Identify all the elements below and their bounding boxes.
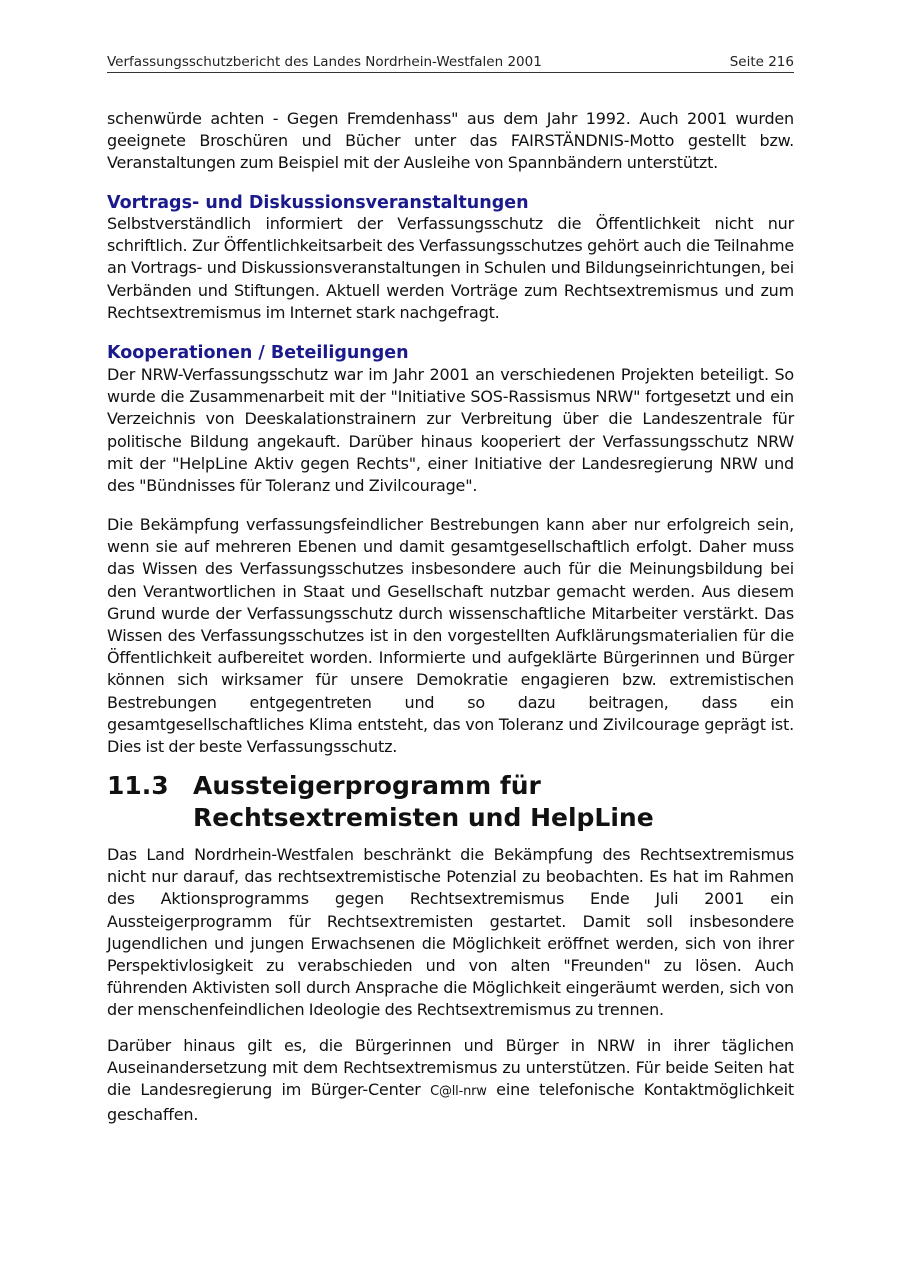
vortraege-paragraph: Selbstverständlich informiert der Verfassungsschutz die Öffentlichkeit nicht nur schriftlich. Zur Öffentlichkeitsarbeit des Verfassungsschutzes gehört auch die Teilnahme an Vortrags- und Diskussionsveranstaltungen in Schulen und Bildungseinrichtungen, bei Verbänden und Stiftungen. Aktuell werden Vorträge zum Rechtsextremismus und zum Rechtsextremismus im Internet stark nachgefragt. bbox=[107, 214, 794, 322]
intro-paragraph: schenwürde achten - Gegen Fremdenhass" aus dem Jahr 1992. Auch 2001 wurden geeignete Broschüren und Bücher unter das FAIRSTÄNDNIS-Motto gestellt bzw. Veranstaltungen zum Beispiel mit der Ausleihe von Spannbändern unterstützt. bbox=[107, 109, 794, 173]
aussteiger-paragraph: Das Land Nordrhein-Westfalen beschränkt die Bekämpfung des Rechtsextremismus nicht nur darauf, das rechtsextremistische Potenzial zu beobachten. Es hat im Rahmen des Aktionsprogramms gegen Rechtsextremismus Ende Juli 2001 ein Aussteigerprogramm für Rechtsextremisten gestartet. Damit soll insbesondere Jugendlichen und jungen Erwachsenen die Möglichkeit eröffnet werden, sich von ihrer Perspektivlosigkeit zu verabschieden und von alten "Freunden" zu lösen. Auch führenden Aktivisten soll durch Ansprache die Möglichkeit eingeräumt werden, sich von der menschenfeindlichen Ideologie des Rechtsextremismus zu trennen. bbox=[107, 845, 794, 1020]
bekaempfung-paragraph: Die Bekämpfung verfassungsfeindlicher Bestrebungen kann aber nur erfolgreich sein, wenn sie auf mehreren Ebenen und damit gesamtgesellschaftlich erfolgt. Daher muss das Wissen des Verfassungsschutzes insbesondere auch für die Meinungsbildung bei den Verantwortlichen in Staat und Gesellschaft nutzbar gemacht werden. Aus diesem Grund wurde der Verfassungsschutz durch wissenschaftliche Mitarbeiter verstärkt. Das Wissen des Verfassungsschutzes ist in den vorgestellten Aufklärungsmaterialien für die Öffentlichkeit aufbereitet worden. Informierte und aufgeklärte Bürgerinnen und Bürger können sich wirksamer für unsere Demokratie engagieren bzw. extremistischen Bestrebungen entgegentreten und so dazu beitragen, dass ein gesamtgesellschaftliches Klima entsteht, das von Toleranz und Zivilcourage geprägt ist. Dies ist der beste Verfassungsschutz. bbox=[107, 515, 794, 757]
call-nrw-brand: C@ll-nrw bbox=[430, 1084, 487, 1100]
chapter-number: 11.3 bbox=[107, 771, 169, 800]
header-title: Verfassungsschutzbericht des Landes Nordrhein-Westfalen 2001 bbox=[107, 54, 542, 70]
kooperationen-paragraph: Der NRW-Verfassungsschutz war im Jahr 2001 an verschiedenen Projekten beteiligt. So wurde die Zusammenarbeit mit der "Initiative SOS-Rassismus NRW" fortgesetzt und ein Verzeichnis von Deeskalationstrainern zur Verbreitung über die Landeszentrale für politische Bildung angekauft. Darüber hinaus kooperiert der Verfassungsschutz NRW mit der "HelpLine Aktiv gegen Rechts", einer Initiative der Landesregierung NRW und des "Bündnisses für Toleranz und Zivilcourage". bbox=[107, 365, 794, 496]
helpline-text-after: eine telefonische Kontaktmöglichkeit geschaffen. bbox=[107, 1080, 794, 1124]
page-header bbox=[107, 52, 794, 73]
page-number: Seite 216 bbox=[729, 54, 794, 70]
heading-vortraege: Vortrags- und Diskussionsveranstaltungen bbox=[107, 193, 529, 213]
heading-kooperationen: Kooperationen / Beteiligungen bbox=[107, 343, 409, 363]
helpline-paragraph bbox=[107, 1035, 794, 1126]
helpline-text-before: Darüber hinaus gilt es, die Bürgerinnen und Bürger in NRW in ihrer täglichen Auseinandersetzung mit dem Rechtsextremismus zu unterstützen. Für beide Seiten hat die Landesregierung im Bürger-Center bbox=[107, 1036, 794, 1100]
chapter-title: Aussteigerprogramm für Rechtsextremisten und HelpLine bbox=[193, 771, 654, 832]
